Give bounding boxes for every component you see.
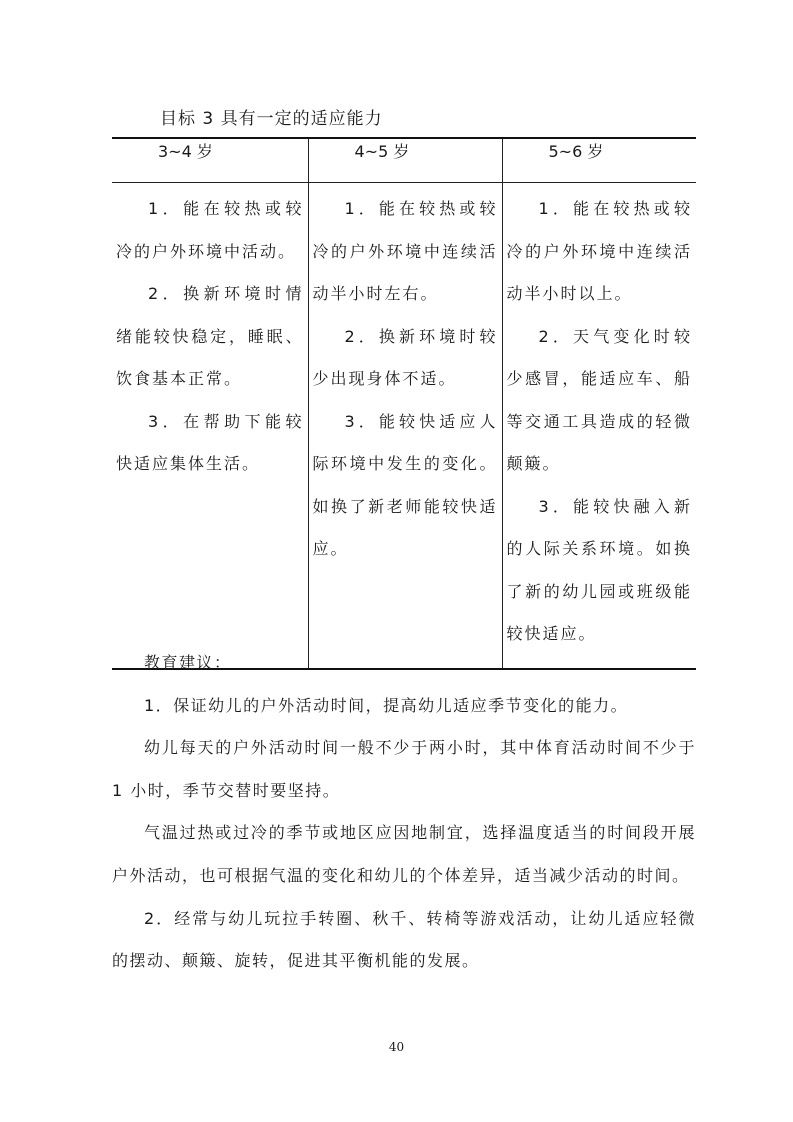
age-header-3-4: 3~4 岁 bbox=[112, 138, 308, 183]
education-suggestions bbox=[112, 642, 696, 983]
goal-heading: 目标 3 具有一定的适应能力 bbox=[160, 109, 383, 129]
goal-item: 2．换新环境时情绪能较快稳定，睡眠、饮食基本正常。 bbox=[116, 284, 304, 388]
suggestion-paragraph: 1．保证幼儿的户外活动时间，提高幼儿适应季节变化的能力。 bbox=[144, 695, 629, 715]
goal-item: 1．能在较热或较冷的户外环境中连续活动半小时左右。 bbox=[312, 199, 498, 303]
table-body-row bbox=[112, 183, 696, 669]
suggestions-title: 教育建议： bbox=[144, 653, 232, 672]
column-5-6 bbox=[502, 183, 696, 669]
goal-item: 3．能较快适应人际环境中发生的变化。如换了新老师能较快适应。 bbox=[312, 411, 498, 558]
suggestion-paragraph: 幼儿每天的户外活动时间一般不少于两小时，其中体育活动时间不少于 1 小时，季节交替时要坚持。 bbox=[112, 738, 696, 800]
goal-item: 2．天气变化时较少感冒，能适应车、船等交通工具造成的轻微颠簸。 bbox=[506, 326, 692, 473]
page-number: 40 bbox=[388, 1040, 405, 1054]
goal-item: 2．换新环境时较少出现身体不适。 bbox=[312, 326, 498, 388]
goal-item: 3．能较快融入新的人际关系环境。如换了新的幼儿园或班级能较快适应。 bbox=[506, 496, 692, 643]
suggestion-paragraph: 2．经常与幼儿玩拉手转圈、秋千、转椅等游戏活动，让幼儿适应轻微的摆动、颠簸、旋转，促进其平衡机能的发展。 bbox=[112, 908, 696, 971]
suggestion-paragraph: 气温过热或过冷的季节或地区应因地制宜，选择温度适当的时间段开展户外活动，也可根据气温的变化和幼儿的个体差异，适当减少活动的时间。 bbox=[112, 823, 696, 885]
goal-table bbox=[112, 137, 696, 670]
goal-item: 1．能在较热或较冷的户外环境中活动。 bbox=[116, 199, 304, 261]
column-4-5 bbox=[308, 183, 502, 669]
table-header-row bbox=[112, 138, 696, 183]
column-3-4 bbox=[112, 183, 308, 669]
age-header-5-6: 5~6 岁 bbox=[502, 138, 696, 183]
goal-item: 1．能在较热或较冷的户外环境中连续活动半小时以上。 bbox=[506, 199, 692, 303]
goal-item: 3．在帮助下能较快适应集体生活。 bbox=[116, 411, 304, 473]
age-header-4-5: 4~5 岁 bbox=[308, 138, 502, 183]
